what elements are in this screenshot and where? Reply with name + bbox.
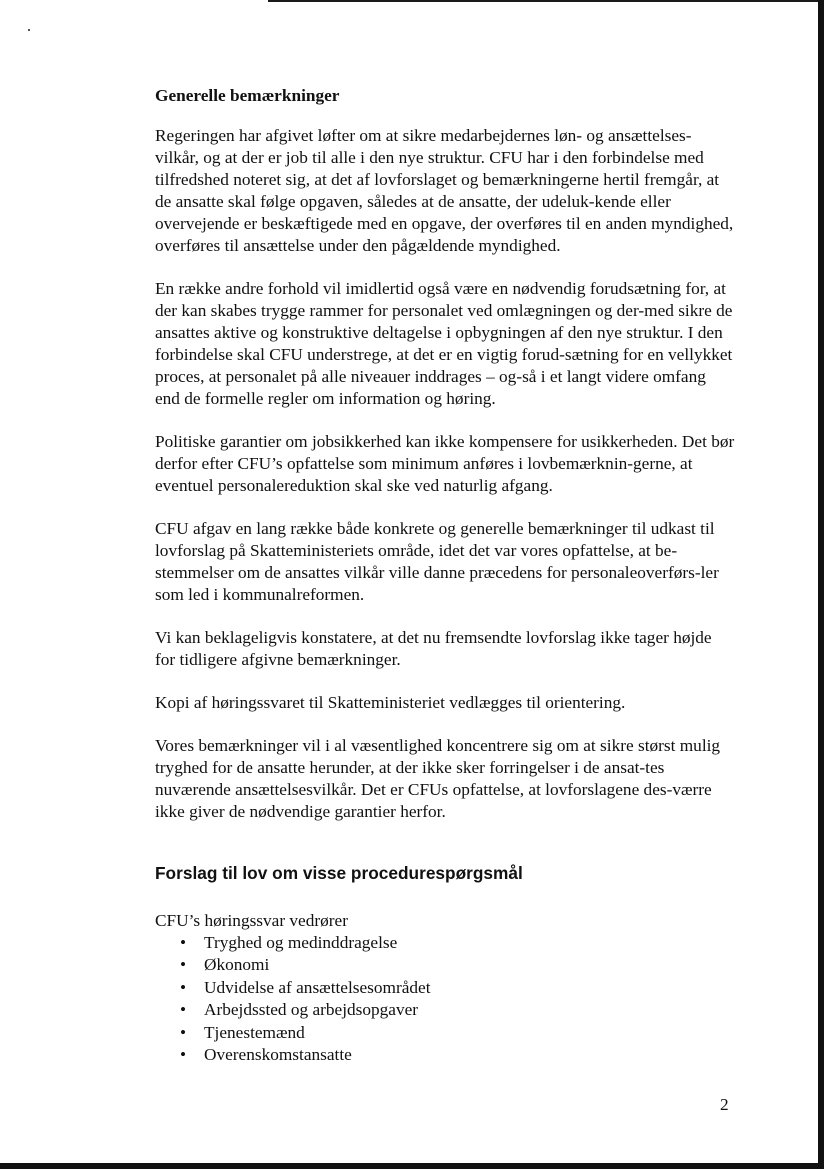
scan-top-rule [268,0,824,2]
paragraph: Vores bemærkninger vil i al væsentlighed koncentrere sig om at sikre størst mulig tryghed for de ansatte herunder, at der ikke sker forringelser i de ansat-tes nuværende ansættelsesvilkår. Det er CFUs opfattelse, at lovforslagene des-værre ikke giver de nødvendige garantier herfor. [155,736,721,821]
list-item [155,1022,735,1044]
scan-right-edge [818,0,824,1169]
paragraph: CFU afgav en lang række både konkrete og generelle bemærkninger til udkast til lovforslag på Skatteministeriets område, idet det var vores opfattelse, at be-stemmelser om de ansattes vilkår ville danne præcedens for personaleoverførs-ler som led i kommunalreformen. [155,519,719,604]
list-item [155,977,735,999]
topics-intro: CFU’s høringssvar vedrører [155,911,348,930]
page-number: 2 [720,1095,729,1114]
paragraph: Vi kan beklageligvis konstatere, at det nu fremsendte lovforslag ikke tager højde for tidligere afgivne bemærkninger. [155,628,712,669]
bullet-icon: • [180,933,187,952]
paragraph: En række andre forhold vil imidlertid også være en nødvendig forudsætning for, at der kan skabes trygge rammer for personalet ved omlægningen og der-med sikre de ansattes aktive og konstruktive deltagelse i opbygningen af den nye struktur. I den forbindelse skal CFU understrege, at det er en vigtig forud-sætning for en vellykket proces, at personalet på alle niveauer inddrages – og-så i et langt videre omfang end de formelle regler om information og høring. [155,279,733,408]
section-heading-general: Generelle bemærkninger [155,86,340,105]
bullet-icon: • [180,1000,187,1020]
list-item [155,932,735,954]
bullet-icon: • [180,1022,187,1042]
bullet-icon: • [180,1045,187,1065]
bullet-icon: • [180,977,187,997]
scan-speck [28,29,30,31]
list-item [155,999,735,1021]
paragraph: Regeringen har afgivet løfter om at sikre medarbejdernes løn- og ansættelses-vilkår, og at der er job til alle i den nye struktur. CFU har i den forbindelse med tilfredshed noteret sig, at det af lovforslaget og bemærkningerne hertil fremgår, at de ansatte skal følge opgaven, således at de ansatte, der udeluk-kende eller overvejende er beskæftigede med en opgave, der overføres til en anden myndighed, overføres til ansættelse under den pågældende myndighed. [155,126,734,255]
bullet-icon: • [180,955,187,975]
scan-bottom-edge [0,1163,824,1169]
document-page [155,85,735,1066]
section-heading-proposal: Forslag til lov om visse procedurespørgsmål [155,863,523,883]
paragraph: Kopi af høringssvaret til Skatteministeriet vedlægges til orientering. [155,693,626,712]
list-item [155,1044,735,1066]
list-item-label: Udvidelse af ansættelsesområdet [204,977,431,997]
list-item [155,954,735,976]
list-item-label: Tryghed og medinddragelse [204,933,398,952]
topics-list [155,932,735,1066]
list-item-label: Arbejdssted og arbejdsopgaver [204,1000,419,1020]
list-item-label: Overenskomstansatte [204,1045,352,1065]
list-item-label: Økonomi [204,955,270,975]
paragraph: Politiske garantier om jobsikkerhed kan ikke kompensere for usikkerheden. Det bør derfor efter CFU’s opfattelse som minimum anføres i lovbemærknin-gerne, at eventuel personalereduktion skal ske ved naturlig afgang. [155,432,735,495]
list-item-label: Tjenestemænd [204,1022,305,1042]
